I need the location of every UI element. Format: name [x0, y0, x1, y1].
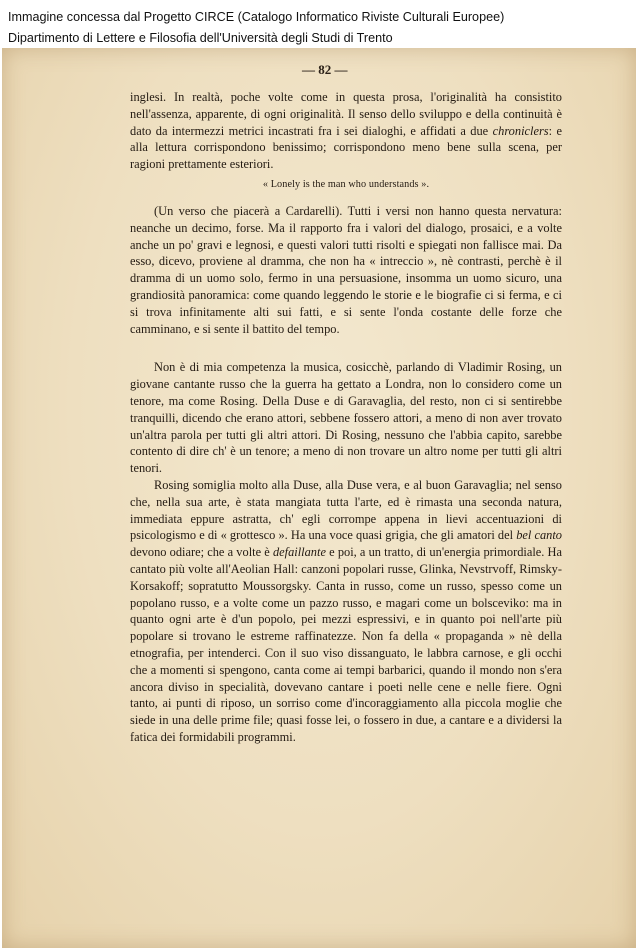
italic-term: chroniclers — [492, 123, 549, 138]
paragraph-1: inglesi. In realtà, poche volte come in questa prosa, l'originalità ha consistito nell'assenza, apparente, di ogni originalità. Il senso dello sviluppo e della continuità è dato da intermezzi metrici incastrati fra i sei dialoghi, e affidati a due chroniclers: e alla lettura corrispondono benissimo; corrispondono meno bene sulla scena, per ragioni prettamente esteriori. — [130, 90, 562, 172]
quote-line: « Lonely is the man who understands ». — [262, 178, 430, 190]
scanned-page — [2, 48, 636, 948]
image-credit — [8, 7, 504, 49]
credit-line-2: Dipartimento di Lettere e Filosofia dell'Università degli Studi di Trento — [8, 31, 393, 45]
section-gap — [130, 337, 562, 359]
italic-term: bel canto — [516, 528, 562, 543]
italic-term: defaillante — [272, 545, 326, 560]
paragraph-2: (Un verso che piacerà a Cardarelli). Tutti i versi non hanno questa nervatura: neanche un decimo, forse. Ma il rapporto fra i valori del dialogo, prosaici, e a volte anche un po' gravi e legnosi, e questi valori tutti risolti e spiegati non fallisce mai. Da esso, dicevo, proviene al dramma, che non ha « intreccio », nè contrasti, perchè è il dramma di un uomo solo, fermo in una persuasione, insomma un uomo sicuro, una grandiosità panoramica: come quando leggendo le storie e le biografie ci si ferma, e ci si trova infinitamente alti sui fatti, e si sente l'onda costante delle forze che camminano, e si sente il battito del tempo. — [130, 203, 562, 336]
paragraph-3: Non è di mia competenza la musica, cosicchè, parlando di Vladimir Rosing, un giovane cantante russo che la guerra ha gettato a Londra, non lo considero come un tenore, ma come Rosing. Della Duse e di Garavaglia, del resto, non ci si sentirebbe tranquilli, dicendo che erano attori, sebbene fossero attori, a meno di non aver trovato un'altra parola per tutti gli altri attori. Di Rosing, nessuno che l'abbia capito, sarebbe contento di dire ch' è un tenore; a meno di non trovare un altro nome per tutti gli altri tenori. — [130, 360, 562, 476]
page-number: — 82 — — [302, 62, 348, 77]
body-text — [130, 89, 562, 746]
paragraph-4: Rosing somiglia molto alla Duse, alla Duse vera, e al buon Garavaglia; nel senso che, nella sua arte, è stata mangiata tutta l'arte, ed è rimasta una seconda natura, immediata eppure astratta, ch' egli corrompe appena in lievi accentuazioni di psicologismo e di « grottesco ». Ha una voce quasi grigia, che gli amatori del bel canto devono odiare; che a volte è defaillante e poi, a un tratto, di un'energia primordiale. Ha cantato più volte all'Aeolian Hall: canzoni popolari russe, Glinka, Nevstrvoff, Rimsky-Korsakoff; sopratutto Moussorgsky. Canta in russo, come un russo, spesso come un popolano russo, e a volte come un pazzo russo, e magari come un bolsceviko: ma in quanto ogni arte è d'un popolo, pei mezzi espressivi, e in quanto poi nell'arte più popolare si trovano le estreme raffinatezze. Non fa della « propaganda » nè della etnografia, per intenderci. Con il suo viso dissanguato, le labbra carnose, e gli occhi che a momenti si spengono, canta come ai tempi barbarici, quando il mondo non s'era ancora diviso in specialità, dovevano cantare i poeti nelle cene e nelle fiere. Ogni tanto, ai punti di riposo, un sorriso come d'incoraggiamento alla piccola moglie che siede in una delle prime file; quasi fosse lei, o fossero in due, a cantare e a dividersi la fatica dei formidabili programmi. — [130, 477, 563, 744]
credit-line-1: Immagine concessa dal Progetto CIRCE (Catalogo Informatico Riviste Culturali Europee) — [8, 10, 505, 24]
